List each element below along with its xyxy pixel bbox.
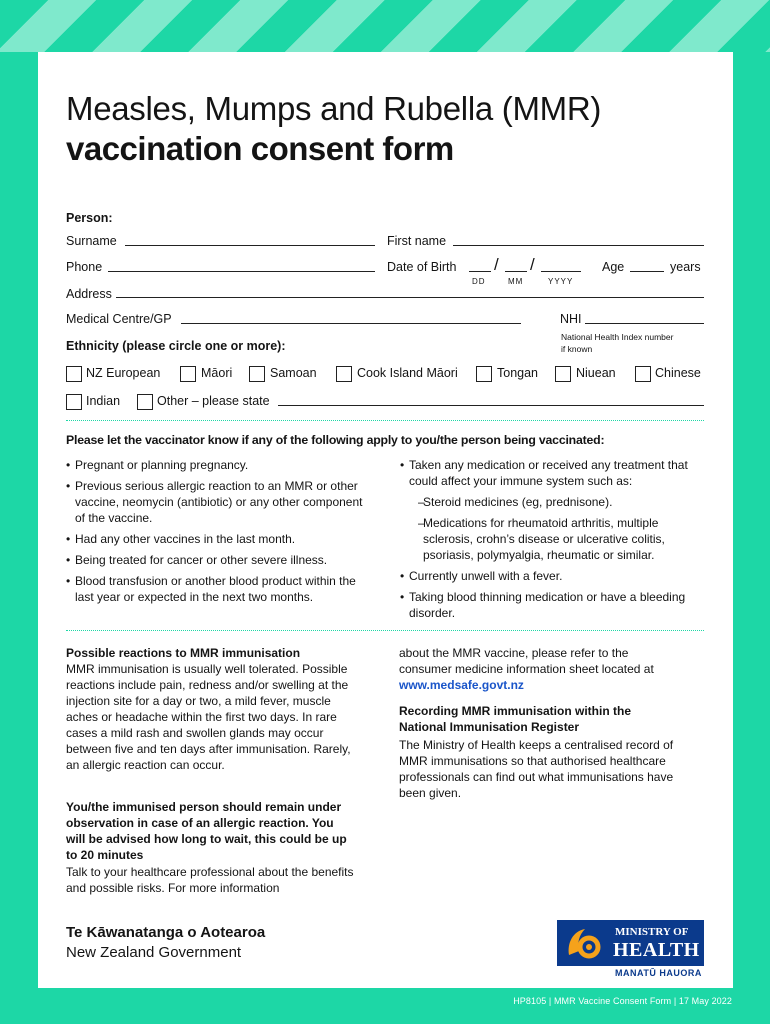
dob-year-field[interactable] (541, 271, 581, 272)
dob-label: Date of Birth (387, 260, 457, 274)
checkbox-cook-island-maori[interactable] (336, 366, 352, 382)
dob-separator: / (530, 255, 535, 274)
register-heading: Recording MMR immunisation within the National Immunisation Register (399, 704, 631, 734)
moh-logo-box (557, 920, 704, 966)
years-label: years (670, 260, 701, 274)
moh-koru-icon (563, 925, 607, 961)
nhi-note-line-2: if known (561, 344, 593, 354)
talk-text: Talk to your healthcare professional about the benefits and possible risks. For more information (66, 865, 354, 895)
document-footer: HP8105 | MMR Vaccine Consent Form | 17 May 2022 (513, 996, 732, 1006)
condition-item: • Previous serious allergic reaction to an MMR or other vaccine, neomycin (antibiotic) or any other component of the vaccine. (66, 478, 366, 526)
option-chinese: Chinese (655, 366, 701, 380)
checkbox-niuean[interactable] (555, 366, 571, 382)
condition-item: • Currently unwell with a fever. (400, 568, 700, 584)
condition-item: • Taking blood thinning medication or have a bleeding disorder. (400, 589, 700, 621)
condition-subitem: – Steroid medicines (eg, prednisone). (409, 494, 700, 510)
condition-subitem: – Medications for rheumatoid arthritis, multiple sclerosis, crohn’s disease or ulcerative colitis, psoriasis, polymyalgia, rheumatic or similar. (409, 515, 700, 563)
form-sheet (38, 52, 733, 988)
ethnicity-heading: Ethnicity (please circle one or more): (66, 339, 286, 353)
address-field[interactable] (116, 297, 704, 298)
divider (66, 420, 704, 421)
checkbox-indian[interactable] (66, 394, 82, 410)
medsafe-link[interactable]: www.medsafe.govt.nz (399, 678, 524, 692)
dob-separator: / (494, 255, 499, 274)
nhi-label: NHI (560, 312, 582, 326)
surname-label: Surname (66, 234, 117, 248)
dob-mm-hint: MM (508, 277, 524, 286)
condition-item (400, 457, 700, 563)
dob-day-field[interactable] (469, 271, 491, 272)
moh-maori-name: MANATŪ HAUORA (615, 968, 702, 978)
medical-centre-label: Medical Centre/GP (66, 312, 172, 326)
more-info-continued: about the MMR vaccine, please refer to the consumer medicine information sheet located at (399, 646, 654, 676)
nhi-field[interactable] (585, 323, 704, 324)
option-samoan: Samoan (270, 366, 317, 380)
phone-field[interactable] (108, 271, 375, 272)
option-cook-island-maori: Cook Island Māori (357, 366, 458, 380)
age-field[interactable] (630, 271, 664, 272)
condition-item: • Pregnant or planning pregnancy. (66, 457, 366, 473)
address-label: Address (66, 287, 112, 301)
phone-label: Phone (66, 260, 103, 274)
option-nz-european: NZ European (86, 366, 161, 380)
other-ethnicity-field[interactable] (278, 405, 704, 406)
ministry-of-health-logo (557, 920, 704, 980)
decorative-stripes (0, 0, 770, 52)
conditions-heading: Please let the vaccinator know if any of the following apply to you/the person being vaccinated: (66, 433, 605, 447)
dob-dd-hint: DD (472, 277, 486, 286)
nz-government-english: New Zealand Government (66, 944, 242, 961)
option-indian: Indian (86, 394, 121, 408)
nz-government-maori: Te Kāwanatanga o Aotearoa (66, 924, 266, 941)
checkbox-maori[interactable] (180, 366, 196, 382)
more-info-text (399, 645, 684, 693)
nhi-note-line-1: National Health Index number (561, 332, 674, 342)
option-niuean: Niuean (576, 366, 616, 380)
condition-sublist (409, 494, 700, 563)
firstname-label: First name (387, 234, 447, 248)
condition-item-text: Taken any medication or received any treatment that could affect your immune system such as: (409, 458, 688, 488)
condition-item: • Being treated for cancer or other severe illness. (66, 552, 366, 568)
age-label: Age (602, 260, 625, 274)
option-maori: Māori (201, 366, 233, 380)
firstname-field[interactable] (453, 245, 704, 246)
checkbox-tongan[interactable] (476, 366, 492, 382)
medical-centre-field[interactable] (181, 323, 521, 324)
option-tongan: Tongan (497, 366, 539, 380)
checkbox-other[interactable] (137, 394, 153, 410)
option-other: Other – please state (157, 394, 270, 408)
checkbox-samoan[interactable] (249, 366, 265, 382)
reactions-body: MMR immunisation is usually well tolerated. Possible reactions include pain, redness and/or swelling at the injection site for a day or two, a mild fever, muscle aches or headache within the first two days. In rare cases a mild rash and swollen glands may occur between five and ten days after immunisation. Rarely, an allergic reaction can occur. (66, 662, 351, 772)
conditions-list-right (400, 457, 700, 626)
divider (66, 630, 704, 631)
surname-field[interactable] (125, 245, 375, 246)
condition-item: • Blood transfusion or another blood product within the last year or expected in the next two months. (66, 573, 366, 605)
title-line-2: vaccination consent form (66, 130, 454, 167)
person-heading: Person: (66, 211, 113, 225)
register-body: The Ministry of Health keeps a centralised record of MMR immunisations so that authorised healthcare professionals can find out what immunisations have been given. (399, 738, 674, 800)
conditions-list-left (66, 457, 366, 610)
moh-line-2: HEALTH (613, 939, 700, 961)
reactions-heading: Possible reactions to MMR immunisation (66, 646, 301, 660)
dob-month-field[interactable] (505, 271, 527, 272)
checkbox-nz-european[interactable] (66, 366, 82, 382)
observation-warning: You/the immunised person should remain under observation in case of an allergic reaction. You will be advised how long to wait, this could be up to 20 minutes (66, 800, 347, 862)
moh-line-1: MINISTRY OF (615, 926, 689, 938)
checkbox-chinese[interactable] (635, 366, 651, 382)
title-line-1: Measles, Mumps and Rubella (MMR) (66, 90, 602, 127)
dob-yyyy-hint: YYYY (548, 277, 574, 286)
nhi-note (561, 331, 673, 355)
condition-item: • Had any other vaccines in the last month. (66, 531, 366, 547)
